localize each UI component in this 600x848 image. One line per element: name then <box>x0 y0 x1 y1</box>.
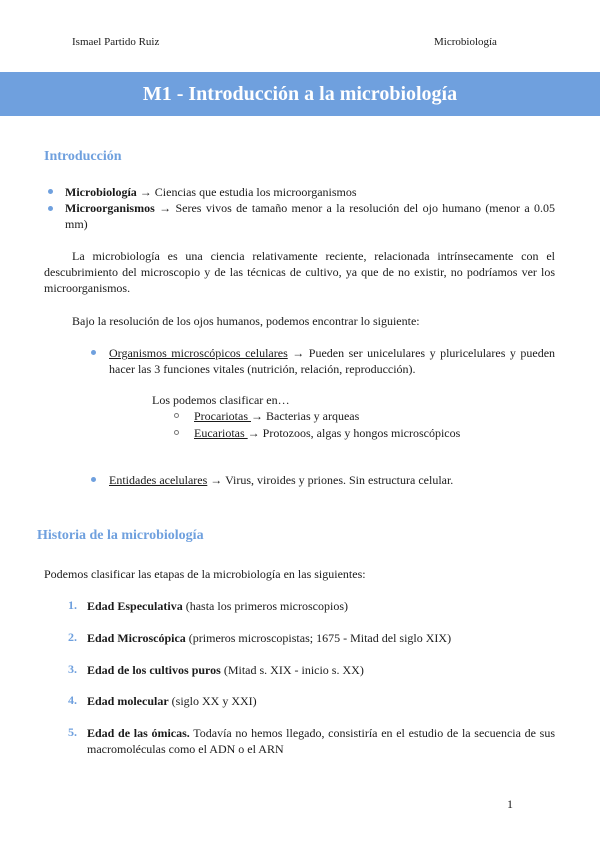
term: Microbiología <box>65 185 137 199</box>
definition: → Protozoos, algas y hongos microscópicos <box>247 426 461 440</box>
list-item-edad-especulativa <box>87 598 555 614</box>
bullet-microbiologia <box>65 184 565 200</box>
page-number: 1 <box>507 797 513 811</box>
circle-bullet <box>174 430 179 435</box>
term: Edad Especulativa <box>87 599 183 613</box>
section-heading-historia: Historia de la microbiología <box>37 528 204 543</box>
term: Organismos microscópicos celulares <box>109 346 288 360</box>
sub-item-procariotas <box>194 408 359 424</box>
bullet-dot <box>48 206 53 211</box>
bullet-dot <box>91 477 96 482</box>
sub-item-eucariotas <box>194 425 460 441</box>
term: Edad de las ómicas. <box>87 726 190 740</box>
term: Edad Microscópica <box>87 631 186 645</box>
paragraph-etapas: Podemos clasificar las etapas de la microbiología en las siguientes: <box>44 567 366 581</box>
list-number: 1. <box>68 598 77 612</box>
bullet-celulares <box>109 345 555 377</box>
header-subject: Microbiología <box>434 36 497 48</box>
term: Edad de los cultivos puros <box>87 663 221 677</box>
definition: (siglo XX y XXI) <box>168 694 257 708</box>
list-item-cultivos-puros <box>87 662 555 678</box>
circle-bullet <box>174 413 179 418</box>
definition: → Virus, viroides y priones. Sin estructura celular. <box>207 473 454 487</box>
bullet-dot <box>91 350 96 355</box>
section-heading-introduccion: Introducción <box>44 149 122 164</box>
header-author: Ismael Partido Ruiz <box>72 36 160 48</box>
bullet-acelulares <box>109 472 555 488</box>
list-number: 3. <box>68 662 77 676</box>
list-number: 2. <box>68 630 77 644</box>
definition: (Mitad s. XIX - inicio s. XX) <box>220 663 364 677</box>
term: Edad molecular <box>87 694 169 708</box>
bullet-dot <box>48 189 53 194</box>
list-number: 4. <box>68 693 77 707</box>
paragraph-microbiologia: La microbiología es una ciencia relativamente reciente, relacionada intrínsecamente con el descubrimiento del microscopio y de las técnicas de cultivo, ya que de no existir, no podríamos ver los microorganismos. <box>44 249 555 295</box>
term: Entidades acelulares <box>109 473 208 487</box>
definition: → Seres vivos de tamaño menor a la resolución del ojo humano (menor a 0.05 mm) <box>65 201 556 231</box>
definition: Todavía no hemos llegado, consistiría en el estudio de la secuencia de sus macromoléculas como el ADN o el ARN <box>87 726 555 756</box>
definition: → Bacterias y arqueas <box>250 409 360 423</box>
list-number: 5. <box>68 725 77 739</box>
term: Procariotas <box>194 409 251 423</box>
definition: → Pueden ser unicelulares y pluricelulares y pueden hacer las 3 funciones vitales (nutrición, relación, reproducción). <box>109 346 556 376</box>
bullet-microorganismos <box>65 200 555 232</box>
paragraph-resolucion: Bajo la resolución de los ojos humanos, podemos encontrar lo siguiente: <box>72 314 420 328</box>
document-title: M1 - Introducción a la microbiología <box>0 72 600 116</box>
classify-intro: Los podemos clasificar en… <box>152 393 290 407</box>
term: Eucariotas <box>194 426 248 440</box>
list-item-edad-molecular <box>87 693 555 709</box>
definition: → Ciencias que estudia los microorganismos <box>139 185 357 199</box>
definition: (primeros microscopistas; 1675 - Mitad del siglo XIX) <box>185 631 452 645</box>
term: Microorganismos <box>65 201 155 215</box>
list-item-omicas <box>87 725 555 757</box>
definition: (hasta los primeros microscopios) <box>182 599 349 613</box>
list-item-edad-microscopica <box>87 630 555 646</box>
